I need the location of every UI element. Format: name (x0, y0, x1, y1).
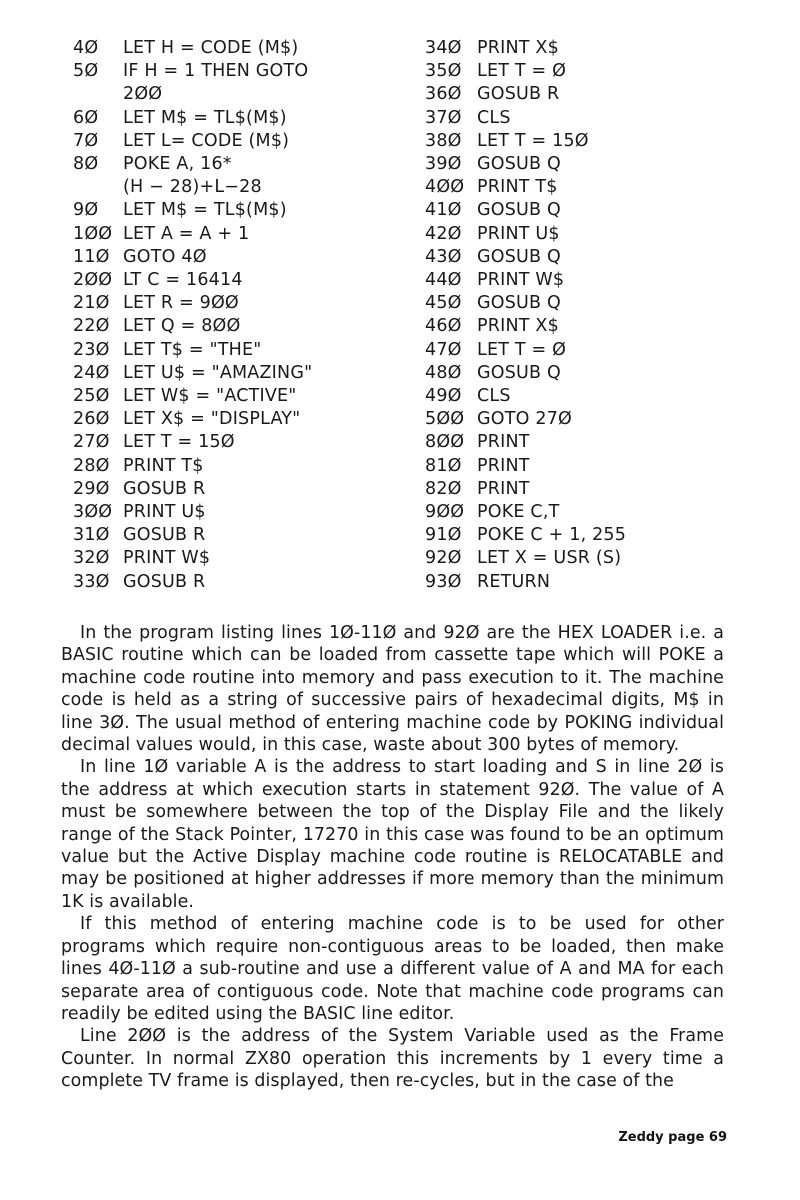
line-number: 47Ø (425, 339, 462, 360)
line-number: 34Ø (425, 38, 462, 58)
line-number: 5ØØ (425, 409, 465, 430)
statement: LET R = 9ØØ (123, 293, 239, 314)
statement: CLS (477, 107, 511, 128)
code-line (425, 315, 745, 338)
line-number: 92Ø (425, 548, 462, 569)
line-number: 2ØØ (73, 270, 113, 291)
code-line (425, 199, 745, 222)
statement: GOSUB R (123, 571, 206, 592)
code-line (73, 455, 425, 478)
code-line (73, 153, 425, 176)
code-line (73, 547, 425, 570)
code-line (425, 547, 745, 570)
code-line (425, 478, 745, 501)
code-line (425, 176, 745, 199)
statement: LET T$ = "THE" (123, 339, 262, 360)
line-number: 6Ø (73, 107, 99, 128)
code-line (73, 571, 425, 594)
line-number: 11Ø (73, 246, 110, 267)
statement: GOSUB Q (477, 200, 561, 221)
statement: PRINT W$ (123, 548, 211, 569)
line-number: 43Ø (425, 246, 462, 267)
paragraph-frame-counter: Line 2ØØ is the address of the System Variable used as the Frame Counter. In normal ZX80 operation this increments by 1 every time a complete TV frame is displayed, then re-cycles, but in the case of the (61, 1026, 724, 1092)
paragraph-variable-a: In line 1Ø variable A is the address to start loading and S in line 2Ø is the address at which execution starts in statement 92Ø. The value of A must be somewhere between the top of the Display File and the likely range of the Stack Pointer, 17270 in this case was found to be an optimum value but the Active Display machine code routine is RELOCATABLE and may be positioned at higher addresses if more memory than the minimum 1K is available. (61, 757, 724, 912)
line-number: 26Ø (73, 409, 110, 430)
line-number: 37Ø (425, 107, 462, 128)
line-number: 45Ø (425, 293, 462, 314)
line-number: 31Ø (73, 525, 110, 546)
line-number: 46Ø (425, 316, 462, 337)
statement: LET A = A + 1 (123, 223, 250, 244)
code-line (425, 153, 745, 176)
line-number: 8Ø (73, 154, 99, 175)
listing-column-left (73, 37, 425, 594)
code-line (425, 246, 745, 269)
line-number: 82Ø (425, 478, 462, 499)
line-number: 1ØØ (73, 223, 113, 244)
line-number: 35Ø (425, 61, 462, 82)
statement: IF H = 1 THEN GOTO (123, 61, 309, 82)
line-number: 49Ø (425, 386, 462, 407)
statement: PRINT T$ (477, 177, 558, 198)
line-number: 33Ø (73, 571, 110, 592)
statement: LET T = Ø (477, 339, 567, 360)
line-number: 3ØØ (73, 502, 113, 523)
statement: PRINT U$ (123, 502, 206, 523)
body-text (61, 622, 724, 1093)
statement: GOSUB R (123, 525, 206, 546)
line-number: 44Ø (425, 270, 462, 291)
code-line (73, 362, 425, 385)
statement: LET L= CODE (M$) (123, 130, 290, 151)
code-line (425, 385, 745, 408)
code-line (425, 60, 745, 83)
line-number: 25Ø (73, 386, 110, 407)
line-number: 7Ø (73, 130, 99, 151)
code-line (425, 269, 745, 292)
code-line (425, 107, 745, 130)
statement: LET X = USR (S) (477, 548, 622, 569)
code-line (425, 501, 745, 524)
code-line (73, 269, 425, 292)
statement: GOSUB Q (477, 293, 561, 314)
statement: POKE A, 16* (123, 154, 232, 175)
line-number: 4Ø (73, 38, 99, 58)
statement: GOTO 4Ø (123, 246, 207, 267)
statement: PRINT (477, 432, 530, 453)
program-listing (73, 37, 753, 594)
statement: LET X$ = "DISPLAY" (123, 409, 301, 430)
statement: PRINT W$ (477, 270, 565, 291)
code-line (73, 431, 425, 454)
line-number: 4ØØ (425, 177, 465, 198)
line-number: 9ØØ (425, 502, 465, 523)
statement: LET T = 15Ø (123, 432, 235, 453)
statement: PRINT U$ (477, 223, 560, 244)
code-line (73, 60, 425, 83)
line-number: 24Ø (73, 362, 110, 383)
statement: GOTO 27Ø (477, 409, 573, 430)
line-number: 36Ø (425, 84, 462, 105)
code-line (425, 223, 745, 246)
code-line (73, 292, 425, 315)
page-footer: Zeddy page 69 (618, 1130, 727, 1145)
statement: CLS (477, 386, 511, 407)
line-number: 42Ø (425, 223, 462, 244)
statement: PRINT (477, 455, 530, 476)
code-line (425, 431, 745, 454)
code-line (73, 339, 425, 362)
statement: LET T = 15Ø (477, 130, 589, 151)
statement: POKE C + 1, 255 (477, 525, 627, 546)
line-number: 91Ø (425, 525, 462, 546)
line-number: 23Ø (73, 339, 110, 360)
statement: LET H = CODE (M$) (123, 38, 299, 58)
code-line (425, 37, 745, 60)
statement: POKE C,T (477, 502, 560, 523)
line-number: 48Ø (425, 362, 462, 383)
code-line (425, 362, 745, 385)
statement: PRINT X$ (477, 38, 559, 58)
listing-column-right (425, 37, 745, 594)
line-number: 29Ø (73, 478, 110, 499)
code-line (73, 385, 425, 408)
statement: LET M$ = TL$(M$) (123, 200, 287, 221)
code-line (73, 408, 425, 431)
code-line (73, 199, 425, 222)
code-line (73, 223, 425, 246)
code-line (425, 292, 745, 315)
line-number: 9Ø (73, 200, 99, 221)
statement: GOSUB Q (477, 246, 561, 267)
statement: GOSUB Q (477, 154, 561, 175)
line-number: 27Ø (73, 432, 110, 453)
statement: PRINT (477, 478, 530, 499)
paragraph-non-contiguous: If this method of entering machine code is to be used for other programs which require non-contiguous areas to be loaded, then make lines 4Ø-11Ø a sub-routine and use a different value of A and MA for each separate area of contiguous code. Note that machine code programs can readily be edited using the BASIC line editor. (61, 914, 724, 1024)
code-line (425, 524, 745, 547)
code-line (73, 315, 425, 338)
statement: LET Q = 8ØØ (123, 316, 241, 337)
line-number: 28Ø (73, 455, 110, 476)
statement: LET W$ = "ACTIVE" (123, 386, 297, 407)
statement: LET T = Ø (477, 61, 567, 82)
line-number: 32Ø (73, 548, 110, 569)
code-line (73, 246, 425, 269)
code-line (73, 130, 425, 153)
line-number: 5Ø (73, 61, 99, 82)
line-number: 38Ø (425, 130, 462, 151)
code-line (425, 455, 745, 478)
code-line (73, 107, 425, 130)
code-line (73, 501, 425, 524)
code-line (425, 408, 745, 431)
code-line (73, 478, 425, 501)
code-line (425, 571, 745, 594)
line-number: 39Ø (425, 154, 462, 175)
statement: GOSUB R (123, 478, 206, 499)
statement-continuation: 2ØØ (123, 84, 163, 105)
statement: LT C = 16414 (123, 270, 243, 291)
line-number: 8ØØ (425, 432, 465, 453)
statement: GOSUB R (477, 84, 560, 105)
statement: PRINT X$ (477, 316, 559, 337)
line-number: 21Ø (73, 293, 110, 314)
statement: PRINT T$ (123, 455, 204, 476)
statement: LET M$ = TL$(M$) (123, 107, 287, 128)
code-line (425, 130, 745, 153)
statement-continuation: (H − 28)+L−28 (123, 177, 262, 198)
code-line (425, 339, 745, 362)
line-number: 93Ø (425, 571, 462, 592)
line-number: 22Ø (73, 316, 110, 337)
line-number: 81Ø (425, 455, 462, 476)
line-number: 41Ø (425, 200, 462, 221)
statement: LET U$ = "AMAZING" (123, 362, 313, 383)
code-line (425, 83, 745, 106)
statement: GOSUB Q (477, 362, 561, 383)
paragraph-hex-loader: In the program listing lines 1Ø-11Ø and 92Ø are the HEX LOADER i.e. a BASIC routine which can be loaded from cassette tape which will POKE a machine code routine into memory and pass execution to it. The machine code is held as a string of successive pairs of hexadecimal digits, M$ in line 3Ø. The usual method of entering machine code by POKING individual decimal values would, in this case, waste about 300 bytes of memory. (61, 623, 724, 756)
code-line (73, 37, 425, 60)
statement: RETURN (477, 571, 551, 592)
code-line (73, 524, 425, 547)
